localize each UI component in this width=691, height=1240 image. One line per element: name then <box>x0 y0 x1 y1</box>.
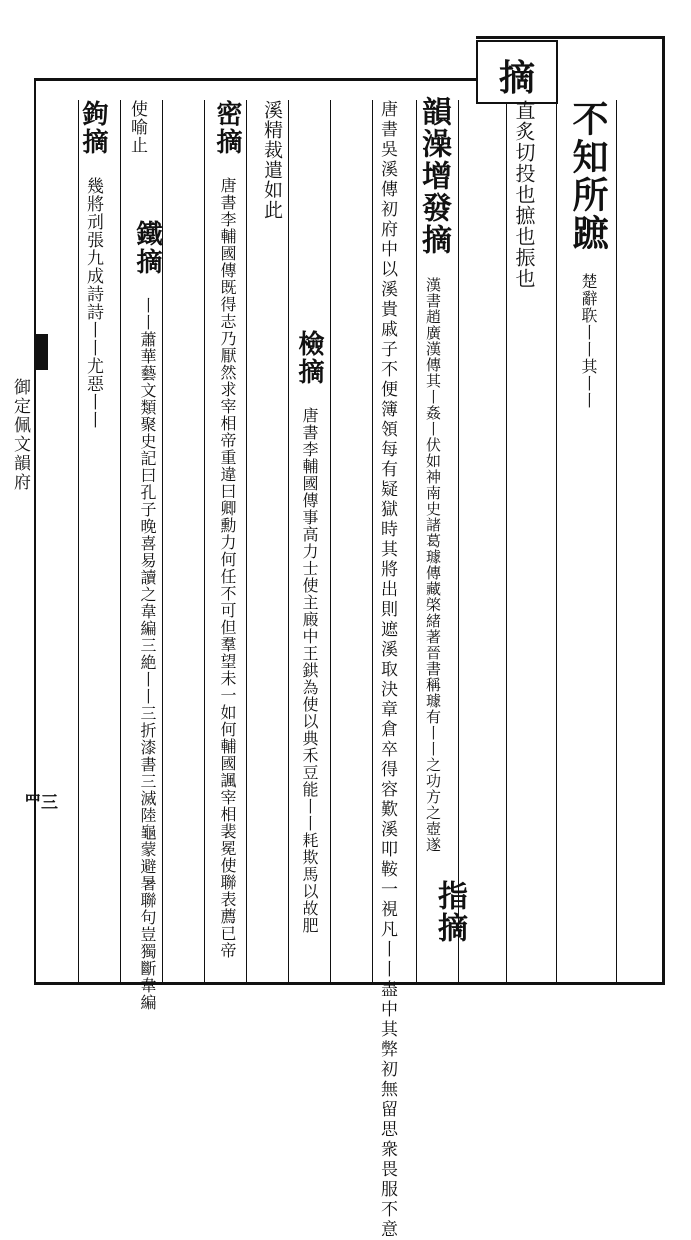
column-divider <box>120 100 121 982</box>
column-divider <box>246 100 247 982</box>
entry-column-2 <box>416 96 451 853</box>
trailing-entry-head: 指摘 <box>432 880 467 944</box>
entry-column-6 <box>214 100 240 959</box>
entry-note: 使喻止 <box>127 100 147 154</box>
column-divider <box>372 100 373 982</box>
definition-text: 直炙切投也摭也振也 <box>512 100 536 289</box>
entry-head: 密摘 <box>212 100 242 156</box>
frame-top-left <box>34 78 476 81</box>
column-divider <box>78 100 79 982</box>
column-divider <box>288 100 289 982</box>
entry-note: 唐書李輔國傳既得志乃厭然求宰相帝重違曰卿勳力何任不可但羣望未一如何輔國諷宰相裴冕使聯表薦已帝 <box>218 177 237 959</box>
entry-column-7 <box>134 220 160 1011</box>
column-divider <box>506 100 507 982</box>
entry-head: 鐵摘 <box>132 220 162 276</box>
frame-right <box>662 36 665 984</box>
entry-note: 丨丨蕭華藝文類聚史記曰孔子晚喜易讀之韋編三絶丨丨三折漆書三滅陸龜蒙避暑聯句豈獨斷韋編 <box>138 297 157 1011</box>
entry-column-4 <box>296 330 322 934</box>
column-divider <box>458 100 459 982</box>
header-title-box <box>476 40 558 104</box>
entry-column-5 <box>262 100 281 220</box>
column-divider <box>616 100 617 982</box>
entry-note: 楚辭聅丨丨其丨丨 <box>579 273 598 409</box>
fishtail-mark <box>34 334 48 370</box>
header-title: 摘 <box>498 57 535 99</box>
entry-head: 不知所蹠 <box>567 100 609 252</box>
entry-column-9 <box>80 100 106 429</box>
frame-top-right <box>476 36 664 39</box>
page-number: 罒三 <box>24 793 58 813</box>
column-divider <box>556 100 557 982</box>
entry-note: 唐書吳溪傳初府中以溪貴戚子不便簿領每有疑獄時其將出則遮溪取決章倉卒得容歎溪叩鞍一視凡丨丨盡中其弊初無留思衆畏服不意 <box>377 100 397 1240</box>
margin-book-title: 御定佩文韻府 <box>10 378 30 492</box>
column-divider <box>162 100 163 982</box>
column-divider <box>204 100 205 982</box>
frame-left <box>34 78 36 984</box>
frame-bottom <box>34 982 665 985</box>
entry-head: 鉤摘 <box>78 100 108 156</box>
entry-head: 韻澡增發摘 <box>416 96 451 256</box>
entry-column-8 <box>128 100 145 154</box>
entry-note: 唐書李輔國傳事高力士使主廄中王鉷為使以典禾豆能丨丨耗欺馬以故肥 <box>300 407 319 934</box>
entry-note: 幾將刓張九成詩詩丨丨尤惡丨丨 <box>83 177 103 429</box>
column-divider <box>330 100 331 982</box>
entry-column-3 <box>378 100 395 1240</box>
entry-note: 溪精裁遣如此 <box>261 100 283 220</box>
definition-column <box>514 100 534 289</box>
entry-note: 漢書趙廣漢傳其丨姦丨伏如神南史諸葛璩傳藏棨緒著晉書稱璩有丨丨之功方之壺遂 <box>424 277 442 853</box>
entry-column-1 <box>567 100 609 409</box>
entry-head: 檢摘 <box>294 330 324 386</box>
